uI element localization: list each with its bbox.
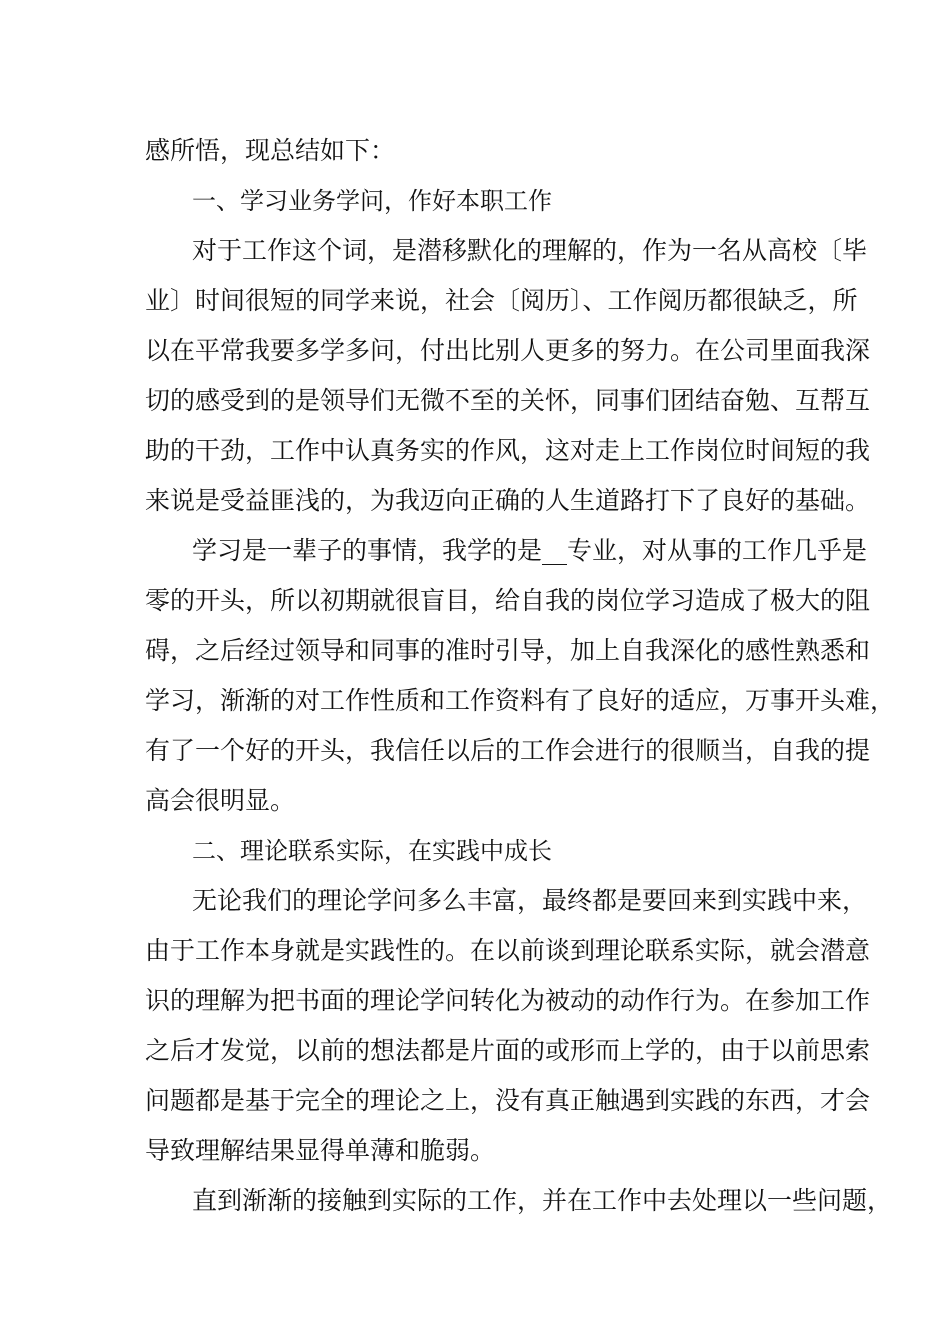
section-heading: 一、学习业务学问，作好本职工作 — [192, 187, 552, 215]
section-heading: 二、理论联系实际，在实践中成长 — [192, 837, 552, 865]
text-line: 以在平常我要多学多问，付出比别人更多的努力。在公司里面我深 — [145, 336, 871, 365]
text-line: 识的理解为把书面的理论学问转化为被动的动作行为。在参加工作 — [145, 986, 871, 1015]
text-line: 学习是一辈子的事情，我学的是__专业，对从事的工作几乎是 — [192, 536, 868, 565]
text-line: 之后才发觉，以前的想法都是片面的或形而上学的，由于以前思索 — [145, 1036, 871, 1065]
text-line: 直到渐渐的接触到实际的工作，并在工作中去处理以一些问题， — [192, 1186, 893, 1215]
text-line: 由于工作本身就是实践性的。在以前谈到理论联系实际，就会潜意 — [145, 936, 871, 965]
text-line: 高会很明显。 — [145, 786, 296, 815]
text-line: 感所悟，现总结如下： — [145, 136, 396, 165]
text-line: 碍，之后经过领导和同事的准时引导，加上自我深化的感性熟悉和 — [145, 636, 871, 665]
text-line: 导致理解结果显得单薄和脆弱。 — [145, 1136, 496, 1165]
text-line: 切的感受到的是领导们无微不至的关怀，同事们团结奋勉、互帮互 — [145, 386, 871, 415]
text-line: 业〕时间很短的同学来说，社会〔阅历〕、工作阅历都很缺乏，所 — [145, 286, 858, 315]
text-line: 学习，渐渐的对工作性质和工作资料有了良好的适应，万事开头难， — [145, 686, 896, 715]
text-line: 问题都是基于完全的理论之上，没有真正触遇到实践的东西，才会 — [145, 1086, 871, 1115]
text-line: 助的干劲，工作中认真务实的作风，这对走上工作岗位时间短的我 — [145, 436, 871, 465]
text-line: 零的开头，所以初期就很盲目，给自我的岗位学习造成了极大的阻 — [145, 586, 871, 615]
text-line: 无论我们的理论学问多么丰富，最终都是要回来到实践中来， — [192, 886, 868, 915]
text-line: 来说是受益匪浅的，为我迈向正确的人生道路打下了良好的基础。 — [145, 486, 871, 515]
text-line: 有了一个好的开头，我信任以后的工作会进行的很顺当，自我的提 — [145, 736, 871, 765]
text-line: 对于工作这个词，是潜移默化的理解的，作为一名从高校〔毕 — [192, 236, 868, 265]
